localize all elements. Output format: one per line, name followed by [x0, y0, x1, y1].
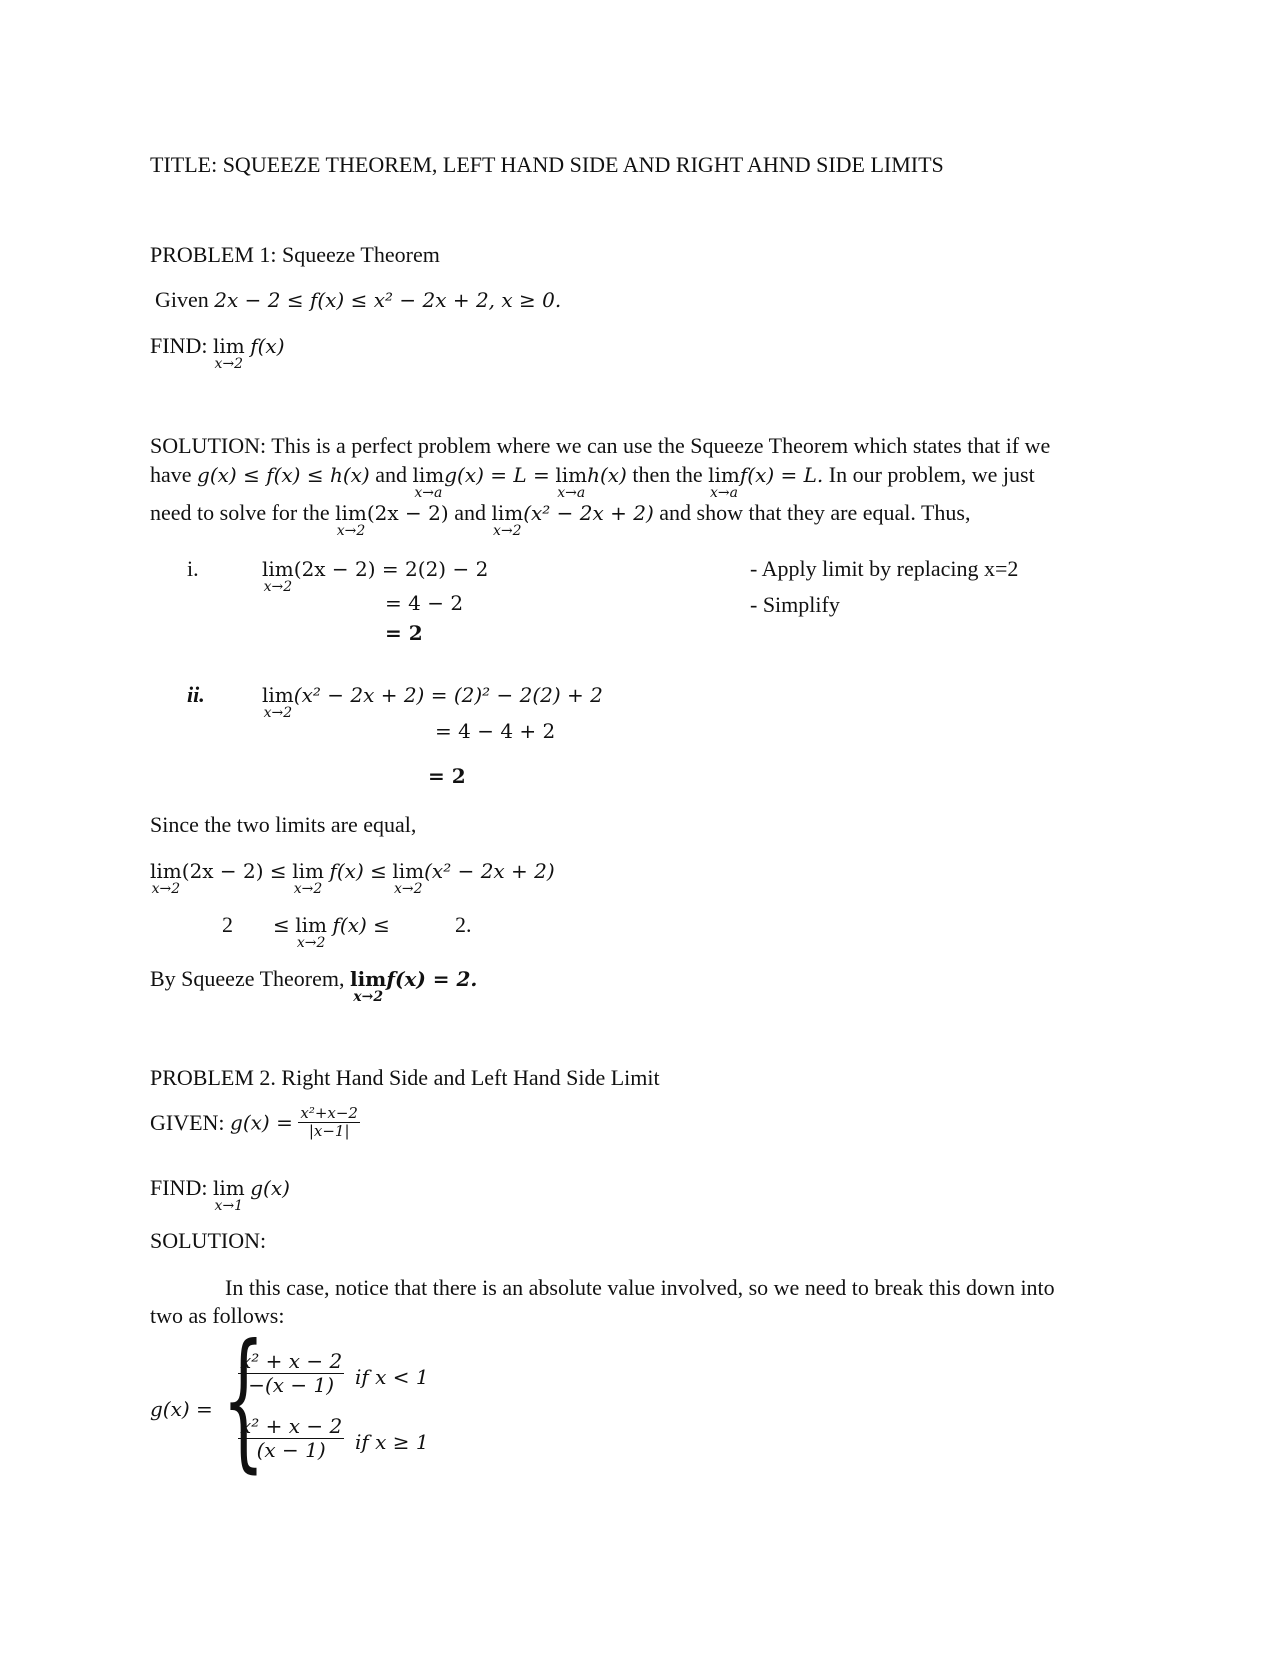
squeeze-inequality: lim x→2 (2x − 2) ≤ lim x→2 f(x) ≤ lim x→2 (x² − 2x + 2)	[150, 859, 555, 897]
piecewise-case-1	[238, 1350, 344, 1397]
paragraph-line-2: two as follows:	[150, 1303, 285, 1328]
problem1-find	[150, 333, 285, 372]
case-2-fraction: $\frac{\text{x² + x − 2}}{(x - 1)}$	[240, 1414, 343, 1462]
limit-operator: lim x→2	[349, 967, 387, 1005]
limit-operator: lim x→2	[262, 683, 294, 721]
step-i-label: i.	[187, 556, 199, 581]
problem1-given	[155, 287, 561, 312]
limit-operator: lim x→2	[262, 557, 294, 595]
problem2-heading: PROBLEM 2. Right Hand Side and Left Hand Side Limit	[150, 1065, 660, 1090]
limit-operator: lim x→2	[392, 859, 425, 897]
limit-operator: lim x→2	[295, 913, 328, 951]
step-ii-line-3: = 2	[428, 764, 466, 788]
limit-operator: lim x→2	[335, 501, 367, 539]
solution-line-3: need to solve for the lim x→2 (2x − 2) and lim x→2 (x² − 2x + 2) and show that they are equal. Thus,	[150, 500, 971, 539]
limit-operator: lim x→2	[212, 334, 245, 372]
solution-line-2: have g(x) ≤ f(x) ≤ h(x) and lim x→a g(x) = L = lim x→a h(x) then the lim x→a f(x) = L. In our problem, we just	[150, 462, 1035, 501]
piecewise-lhs: g(x) =	[150, 1397, 213, 1421]
case-1-condition: if x < 1	[355, 1365, 429, 1389]
given-fraction: $\frac{\text{x²+x−2}}{|x-1|}$	[300, 1104, 358, 1141]
problem2-find: FIND: lim x→1 g(x)	[150, 1175, 290, 1214]
conclusion: By Squeeze Theorem, lim x→2 f(x) = 2.	[150, 966, 478, 1005]
limit-operator: lim x→2	[150, 859, 182, 897]
limit-operator: lim x→1	[212, 1176, 245, 1214]
case-2-condition: if x ≥ 1	[355, 1430, 429, 1454]
solution-line-1: SOLUTION: This is a perfect problem where we can use the Squeeze Theorem which states that if we	[150, 433, 1051, 458]
find-label: FIND:	[150, 333, 208, 358]
step-i-note-1: - Apply limit by replacing x=2	[750, 556, 1019, 581]
piecewise-case-2	[238, 1415, 344, 1462]
piecewise-brace: {	[222, 1313, 265, 1487]
step-i-note-2: - Simplify	[750, 592, 840, 617]
case-1-fraction: $\frac{\text{x² + x − 2}}{-(x - 1)}$	[240, 1349, 343, 1397]
bound-right: 2.	[455, 912, 472, 937]
since-text: Since the two limits are equal,	[150, 812, 417, 837]
given-expression: 2x − 2 ≤ f(x) ≤ x² − 2x + 2, x ≥ 0.	[214, 288, 562, 312]
given-label: Given	[155, 287, 209, 312]
limit-operator: lim x→a	[412, 463, 445, 501]
limit-operator: lim x→a	[708, 463, 740, 501]
step-ii-line-1: lim x→2 (x² − 2x + 2) = (2)² − 2(2) + 2	[262, 683, 603, 721]
step-i-line-2: = 4 − 2	[385, 591, 464, 615]
document-title: TITLE: SQUEEZE THEOREM, LEFT HAND SIDE AND RIGHT AHND SIDE LIMITS	[150, 152, 944, 177]
limit-operator: lim x→2	[292, 859, 324, 897]
paragraph-line-1: In this case, notice that there is an absolute value involved, so we need to break this down into	[225, 1275, 1055, 1300]
limit-operator: lim x→2	[491, 501, 524, 539]
step-ii-line-2: = 4 − 4 + 2	[435, 719, 556, 743]
problem2-given: GIVEN: g(x) = $\frac{\text{x²+x−2}}{|x-1|}$	[150, 1104, 358, 1141]
bound-middle: ≤ lim x→2 f(x) ≤	[273, 913, 390, 951]
step-i-line-1: lim x→2 (2x − 2) = 2(2) − 2	[262, 557, 489, 595]
find-expression: f(x)	[250, 334, 285, 358]
limit-operator: lim x→a	[555, 463, 588, 501]
step-ii-label: ii.	[187, 682, 205, 707]
step-i-line-3: = 2	[385, 621, 423, 645]
problem1-heading: PROBLEM 1: Squeeze Theorem	[150, 242, 440, 267]
problem2-solution-label: SOLUTION:	[150, 1228, 267, 1253]
bound-left: 2	[222, 912, 233, 937]
